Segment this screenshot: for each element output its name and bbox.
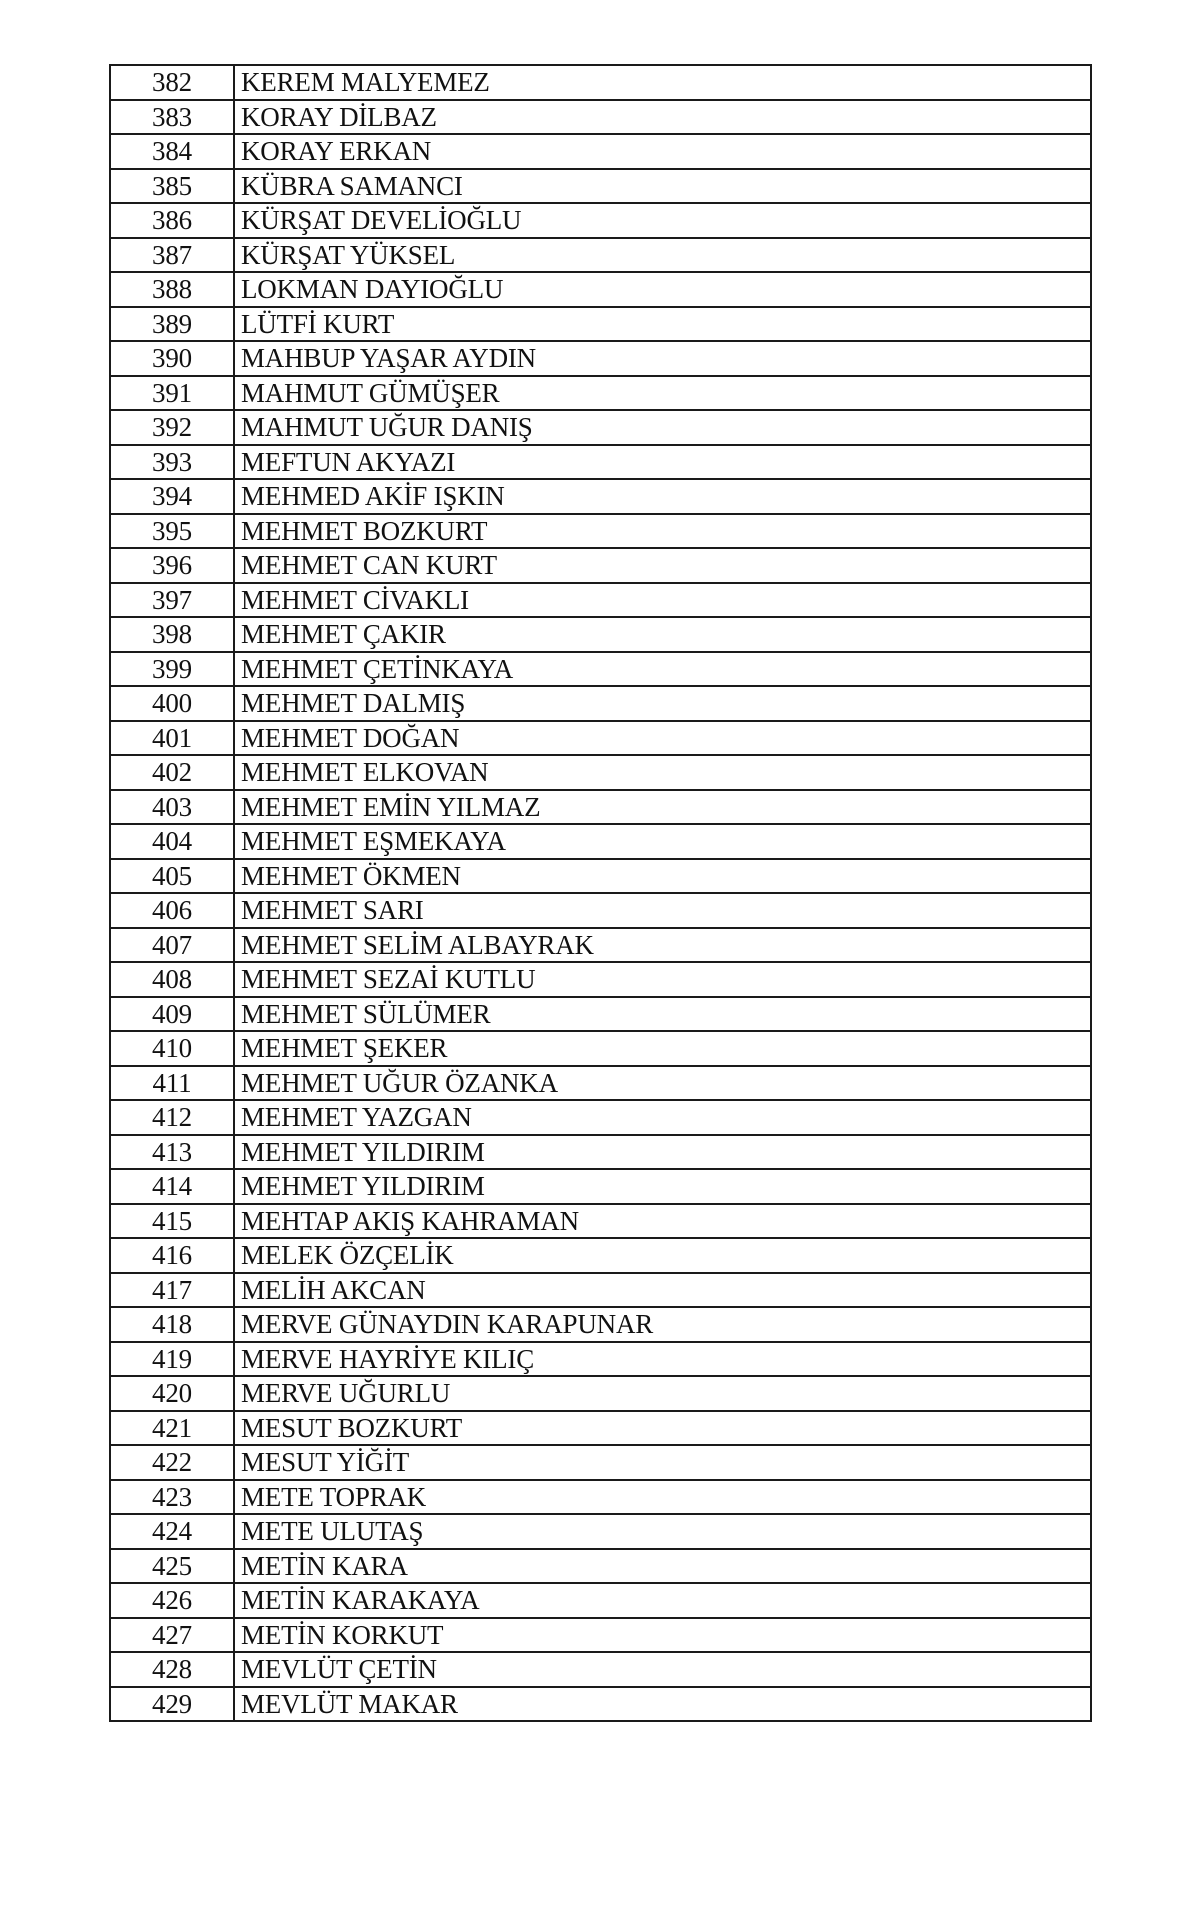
row-number: 402 [110,755,234,790]
person-name: MEHMET CAN KURT [234,548,1091,583]
table-row [110,893,1091,928]
person-name: MEHMET ÇAKIR [234,617,1091,652]
row-number: 384 [110,134,234,169]
row-number: 397 [110,583,234,618]
person-name: LOKMAN DAYIOĞLU [234,272,1091,307]
table-row [110,1031,1091,1066]
person-name: MEHMET SARI [234,893,1091,928]
person-name: MELİH AKCAN [234,1273,1091,1308]
row-number: 385 [110,169,234,204]
person-name: MEHMET UĞUR ÖZANKA [234,1066,1091,1101]
row-number: 425 [110,1549,234,1584]
table-row [110,790,1091,825]
person-name: KÜRŞAT DEVELİOĞLU [234,203,1091,238]
row-number: 419 [110,1342,234,1377]
row-number: 418 [110,1307,234,1342]
table-row [110,1135,1091,1170]
row-number: 394 [110,479,234,514]
table-row [110,859,1091,894]
person-name: KÜRŞAT YÜKSEL [234,238,1091,273]
table-row [110,272,1091,307]
table-row [110,169,1091,204]
row-number: 382 [110,65,234,100]
row-number: 414 [110,1169,234,1204]
row-number: 428 [110,1652,234,1687]
row-number: 403 [110,790,234,825]
row-number: 424 [110,1514,234,1549]
person-name: MEHMET SELİM ALBAYRAK [234,928,1091,963]
row-number: 421 [110,1411,234,1446]
person-name: KÜBRA SAMANCI [234,169,1091,204]
table-row [110,686,1091,721]
person-name: LÜTFİ KURT [234,307,1091,342]
row-number: 426 [110,1583,234,1618]
person-name: MERVE GÜNAYDIN KARAPUNAR [234,1307,1091,1342]
row-number: 404 [110,824,234,859]
row-number: 406 [110,893,234,928]
row-number: 422 [110,1445,234,1480]
table-row [110,1618,1091,1653]
row-number: 386 [110,203,234,238]
person-name: MESUT BOZKURT [234,1411,1091,1446]
table-row [110,1583,1091,1618]
person-name: KEREM MALYEMEZ [234,65,1091,100]
person-name: MEHMET EMİN YILMAZ [234,790,1091,825]
table-row [110,100,1091,135]
table-row [110,341,1091,376]
table-row [110,1169,1091,1204]
person-name: METİN KARA [234,1549,1091,1584]
person-name: MEHMET SEZAİ KUTLU [234,962,1091,997]
row-number: 395 [110,514,234,549]
person-name: MAHBUP YAŞAR AYDIN [234,341,1091,376]
person-name: MEHMET DALMIŞ [234,686,1091,721]
row-number: 401 [110,721,234,756]
row-number: 389 [110,307,234,342]
table-row [110,479,1091,514]
table-row [110,583,1091,618]
table-row [110,376,1091,411]
person-name: METİN KORKUT [234,1618,1091,1653]
person-name: MEHMED AKİF IŞKIN [234,479,1091,514]
person-name: MEHMET CİVAKLI [234,583,1091,618]
row-number: 417 [110,1273,234,1308]
name-list-table [109,64,1092,1722]
person-name: MEHMET DOĞAN [234,721,1091,756]
person-name: MEHMET ÖKMEN [234,859,1091,894]
person-name: MEHMET ELKOVAN [234,755,1091,790]
document-page [109,64,1090,1722]
person-name: MEHMET YAZGAN [234,1100,1091,1135]
row-number: 387 [110,238,234,273]
row-number: 383 [110,100,234,135]
table-row [110,1238,1091,1273]
row-number: 408 [110,962,234,997]
row-number: 423 [110,1480,234,1515]
table-row [110,1342,1091,1377]
person-name: MERVE HAYRİYE KILIÇ [234,1342,1091,1377]
table-row [110,134,1091,169]
row-number: 427 [110,1618,234,1653]
row-number: 398 [110,617,234,652]
row-number: 410 [110,1031,234,1066]
row-number: 411 [110,1066,234,1101]
table-row [110,1687,1091,1722]
table-row [110,307,1091,342]
row-number: 405 [110,859,234,894]
row-number: 415 [110,1204,234,1239]
row-number: 393 [110,445,234,480]
person-name: MEHMET YILDIRIM [234,1135,1091,1170]
table-row [110,548,1091,583]
table-row [110,1376,1091,1411]
row-number: 413 [110,1135,234,1170]
person-name: MEHMET SÜLÜMER [234,997,1091,1032]
table-row [110,1480,1091,1515]
row-number: 429 [110,1687,234,1722]
row-number: 420 [110,1376,234,1411]
person-name: MEFTUN AKYAZI [234,445,1091,480]
table-row [110,445,1091,480]
person-name: MEVLÜT ÇETİN [234,1652,1091,1687]
table-row [110,997,1091,1032]
person-name: MERVE UĞURLU [234,1376,1091,1411]
table-row [110,1514,1091,1549]
person-name: MEVLÜT MAKAR [234,1687,1091,1722]
row-number: 391 [110,376,234,411]
table-row [110,238,1091,273]
person-name: METE TOPRAK [234,1480,1091,1515]
table-body [110,65,1091,1721]
table-row [110,1411,1091,1446]
table-row [110,928,1091,963]
table-row [110,65,1091,100]
person-name: KORAY ERKAN [234,134,1091,169]
row-number: 412 [110,1100,234,1135]
table-row [110,1445,1091,1480]
person-name: MEHMET ŞEKER [234,1031,1091,1066]
person-name: MESUT YİĞİT [234,1445,1091,1480]
table-row [110,617,1091,652]
table-row [110,824,1091,859]
person-name: METİN KARAKAYA [234,1583,1091,1618]
table-row [110,755,1091,790]
table-row [110,1100,1091,1135]
row-number: 396 [110,548,234,583]
row-number: 390 [110,341,234,376]
row-number: 388 [110,272,234,307]
table-row [110,652,1091,687]
person-name: MAHMUT GÜMÜŞER [234,376,1091,411]
row-number: 392 [110,410,234,445]
table-row [110,514,1091,549]
person-name: MAHMUT UĞUR DANIŞ [234,410,1091,445]
row-number: 416 [110,1238,234,1273]
table-row [110,1273,1091,1308]
table-row [110,203,1091,238]
person-name: MEHMET EŞMEKAYA [234,824,1091,859]
person-name: MEHMET ÇETİNKAYA [234,652,1091,687]
row-number: 399 [110,652,234,687]
person-name: MELEK ÖZÇELİK [234,1238,1091,1273]
table-row [110,1066,1091,1101]
table-row [110,1652,1091,1687]
row-number: 409 [110,997,234,1032]
person-name: KORAY DİLBAZ [234,100,1091,135]
person-name: MEHTAP AKIŞ KAHRAMAN [234,1204,1091,1239]
row-number: 400 [110,686,234,721]
table-row [110,1549,1091,1584]
person-name: MEHMET BOZKURT [234,514,1091,549]
table-row [110,962,1091,997]
table-row [110,1204,1091,1239]
table-row [110,721,1091,756]
row-number: 407 [110,928,234,963]
person-name: MEHMET YILDIRIM [234,1169,1091,1204]
person-name: METE ULUTAŞ [234,1514,1091,1549]
table-row [110,410,1091,445]
table-row [110,1307,1091,1342]
